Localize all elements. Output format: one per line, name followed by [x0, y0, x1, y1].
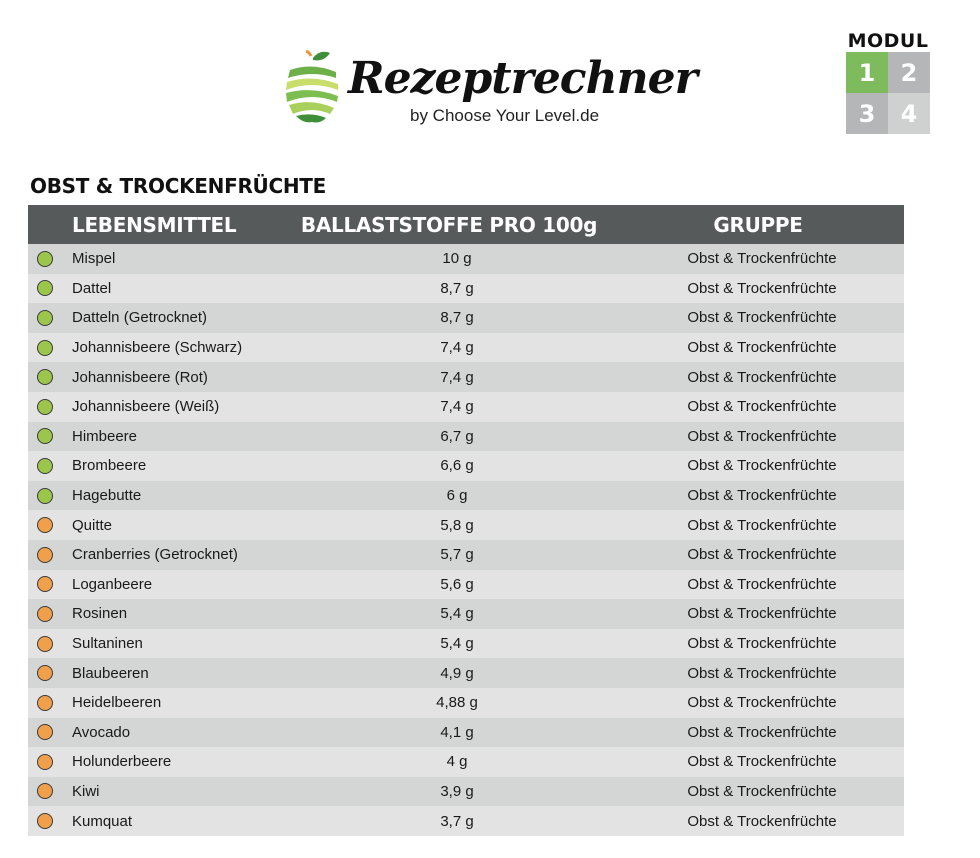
modul-1-button[interactable]: 1: [846, 52, 888, 93]
fiber-value: 5,4 g: [440, 605, 474, 623]
status-dot-orange-icon: [37, 754, 53, 770]
food-name: Quitte: [72, 516, 113, 534]
status-dot-orange-icon: [37, 695, 53, 711]
food-name: Brombeere: [72, 457, 147, 475]
modul-title: MODUL: [847, 30, 929, 52]
food-name: Datteln (Getrocknet): [72, 309, 208, 327]
food-name: Himbeere: [72, 427, 138, 445]
table-row: [28, 747, 904, 777]
fiber-value: 4,88 g: [436, 694, 478, 712]
status-dot-green-icon: [37, 369, 53, 385]
food-name: Johannisbeere (Schwarz): [72, 339, 243, 357]
table-row: [28, 570, 904, 600]
food-group: Obst & Trockenfrüchte: [687, 279, 837, 297]
status-dot-orange-icon: [37, 783, 53, 799]
modul-2-button[interactable]: 2: [888, 52, 930, 93]
food-group: Obst & Trockenfrüchte: [687, 694, 837, 712]
modul-grid: [846, 52, 930, 134]
food-group: Obst & Trockenfrüchte: [687, 309, 837, 327]
fiber-value: 6,6 g: [440, 457, 474, 475]
food-group: Obst & Trockenfrüchte: [687, 605, 837, 623]
column-header-group: GRUPPE: [713, 212, 803, 237]
table-row: [28, 244, 904, 274]
food-group: Obst & Trockenfrüchte: [687, 368, 837, 386]
table-row: [28, 362, 904, 392]
status-dot-green-icon: [37, 251, 53, 267]
fiber-value: 5,6 g: [440, 575, 474, 593]
fiber-value: 7,4 g: [440, 339, 474, 357]
table-row: [28, 718, 904, 748]
table-row: [28, 303, 904, 333]
food-name: Johannisbeere (Rot): [72, 368, 208, 386]
food-name: Mispel: [72, 250, 116, 268]
food-name: Kiwi: [72, 782, 100, 800]
fiber-value: 5,7 g: [440, 546, 474, 564]
logo-title: Rezeptrechner: [348, 53, 697, 104]
modul-4-button[interactable]: 4: [888, 93, 930, 134]
food-group: Obst & Trockenfrüchte: [687, 664, 837, 682]
modul-selector: [846, 30, 930, 134]
food-name: Blaubeeren: [72, 664, 149, 682]
table-row: [28, 333, 904, 363]
status-dot-green-icon: [37, 458, 53, 474]
table-row: [28, 777, 904, 807]
fiber-value: 6,7 g: [440, 427, 474, 445]
food-group: Obst & Trockenfrüchte: [687, 487, 837, 505]
fiber-value: 8,7 g: [440, 309, 474, 327]
status-dot-orange-icon: [37, 606, 53, 622]
table-header: [28, 205, 904, 244]
food-name: Holunderbeere: [72, 753, 172, 771]
apple-icon: [284, 50, 340, 124]
table-row: [28, 392, 904, 422]
table-row: [28, 658, 904, 688]
modul-3-button[interactable]: 3: [846, 93, 888, 134]
status-dot-orange-icon: [37, 517, 53, 533]
status-dot-orange-icon: [37, 576, 53, 592]
column-header-name: LEBENSMITTEL: [72, 212, 237, 237]
food-group: Obst & Trockenfrüchte: [687, 546, 837, 564]
fiber-value: 5,4 g: [440, 635, 474, 653]
food-name: Loganbeere: [72, 575, 153, 593]
food-group: Obst & Trockenfrüchte: [687, 753, 837, 771]
food-group: Obst & Trockenfrüchte: [687, 782, 837, 800]
fiber-value: 7,4 g: [440, 398, 474, 416]
status-dot-orange-icon: [37, 665, 53, 681]
food-name: Heidelbeeren: [72, 694, 162, 712]
status-dot-orange-icon: [37, 724, 53, 740]
food-group: Obst & Trockenfrüchte: [687, 812, 837, 830]
table-row: [28, 540, 904, 570]
food-group: Obst & Trockenfrüchte: [687, 427, 837, 445]
status-dot-orange-icon: [37, 547, 53, 563]
table-row: [28, 451, 904, 481]
food-group: Obst & Trockenfrüchte: [687, 250, 837, 268]
status-dot-green-icon: [37, 280, 53, 296]
fiber-value: 4,1 g: [440, 723, 474, 741]
fiber-value: 4 g: [446, 753, 468, 771]
fiber-value: 5,8 g: [440, 516, 474, 534]
table-row: [28, 274, 904, 304]
table-row: [28, 599, 904, 629]
food-name: Cranberries (Getrocknet): [72, 546, 238, 564]
food-name: Sultaninen: [72, 635, 143, 653]
food-name: Hagebutte: [72, 487, 142, 505]
food-group: Obst & Trockenfrüchte: [687, 723, 837, 741]
fiber-value: 7,4 g: [440, 368, 474, 386]
logo-subtitle: by Choose Your Level.de: [410, 106, 600, 125]
food-group: Obst & Trockenfrüchte: [687, 398, 837, 416]
fiber-value: 3,7 g: [440, 812, 474, 830]
fiber-value: 10 g: [442, 250, 472, 268]
table-body: [28, 244, 904, 836]
food-group: Obst & Trockenfrüchte: [687, 575, 837, 593]
section-title: OBST & TROCKENFRÜCHTE: [30, 174, 327, 198]
food-name: Johannisbeere (Weiß): [72, 398, 220, 416]
status-dot-orange-icon: [37, 636, 53, 652]
food-name: Dattel: [72, 279, 112, 297]
table-row: [28, 806, 904, 836]
status-dot-green-icon: [37, 340, 53, 356]
table-row: [28, 629, 904, 659]
fiber-value: 3,9 g: [440, 782, 474, 800]
food-group: Obst & Trockenfrüchte: [687, 339, 837, 357]
food-name: Kumquat: [72, 812, 133, 830]
table-row: [28, 422, 904, 452]
status-dot-green-icon: [37, 488, 53, 504]
fiber-value: 4,9 g: [440, 664, 474, 682]
status-dot-green-icon: [37, 428, 53, 444]
status-dot-green-icon: [37, 399, 53, 415]
food-group: Obst & Trockenfrüchte: [687, 457, 837, 475]
food-name: Avocado: [72, 723, 131, 741]
food-group: Obst & Trockenfrüchte: [687, 635, 837, 653]
food-name: Rosinen: [72, 605, 128, 623]
food-group: Obst & Trockenfrüchte: [687, 516, 837, 534]
fiber-table: [28, 205, 904, 836]
fiber-value: 6 g: [446, 487, 468, 505]
status-dot-green-icon: [37, 310, 53, 326]
column-header-fiber: BALLASTSTOFFE PRO 100g: [300, 212, 598, 237]
table-row: [28, 688, 904, 718]
status-dot-orange-icon: [37, 813, 53, 829]
rezeptrechner-logo: [284, 48, 697, 132]
table-row: [28, 481, 904, 511]
table-row: [28, 510, 904, 540]
fiber-value: 8,7 g: [440, 279, 474, 297]
